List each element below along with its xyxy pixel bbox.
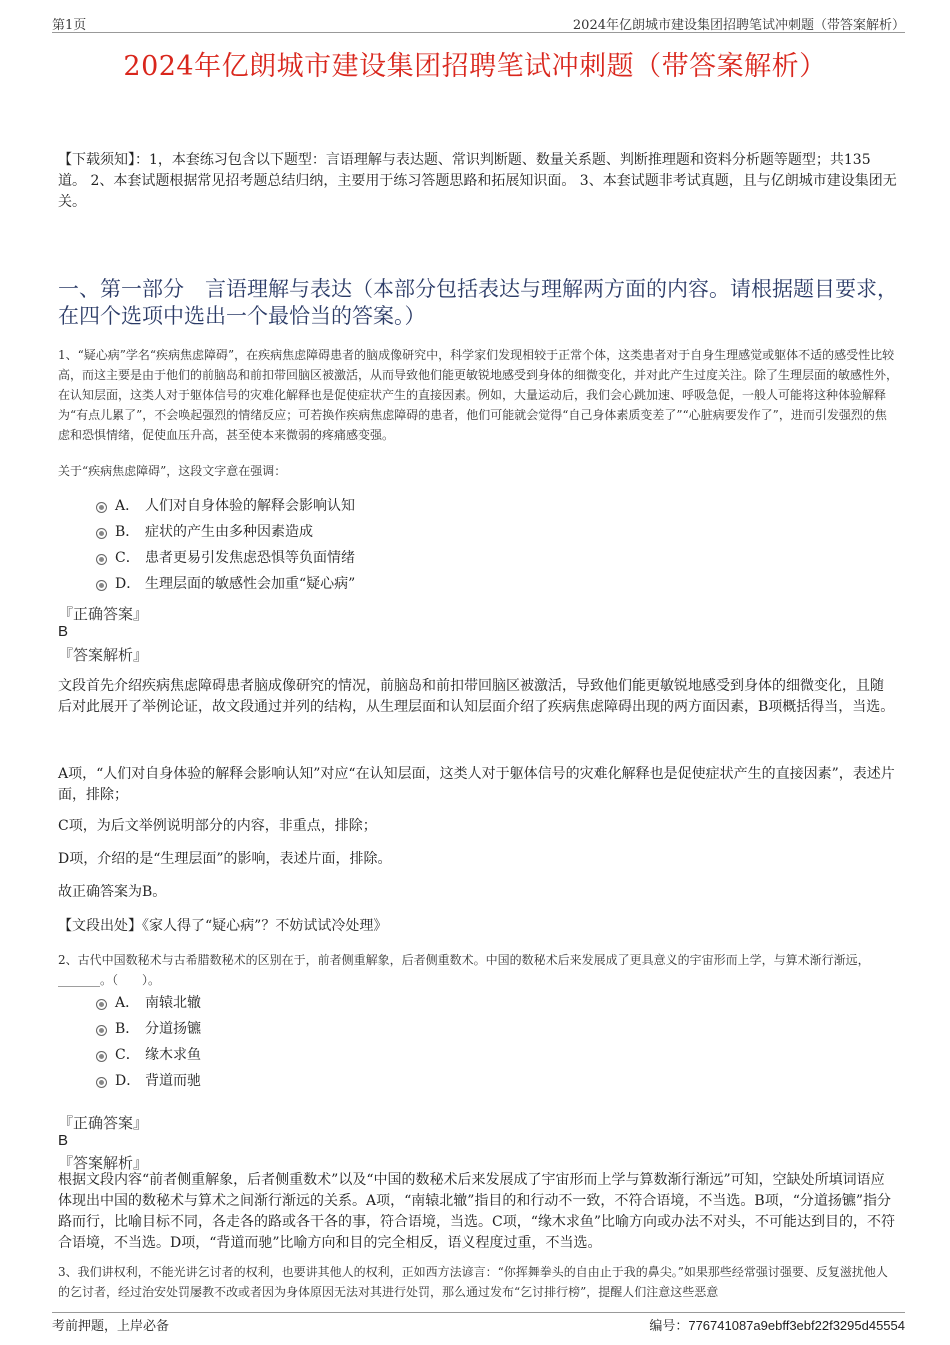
question-1-prompt: 关于“疾病焦虑障碍”，这段文字意在强调： [58,464,287,478]
page-header [52,10,905,33]
page-title: 2024年亿朗城市建设集团招聘笔试冲刺题（带答案解析） [123,51,827,82]
radio-icon[interactable] [96,1077,107,1088]
answer-value: B [58,1132,69,1149]
question-2-stem: 2、古代中国数秘术与古希腊数秘术的区别在于，前者侧重解象，后者侧重数术。中国的数秘术后来发展成了更具意义的宇宙形而上学，与算术渐行渐远，_______。（ ）。 [58,953,870,987]
answer-label: 『正确答案』 [58,1114,149,1132]
analysis-label: 『答案解析』 [58,1154,149,1172]
radio-icon[interactable] [96,554,107,565]
radio-icon[interactable] [96,1025,107,1036]
page-footer [52,1312,905,1335]
analysis-label: 『答案解析』 [58,646,149,664]
question-1-stem: 1、“疑心病”学名“疾病焦虑障碍”，在疾病焦虑障碍患者的脑成像研究中，科学家们发现相较于正常个体，这类患者对于自身生理感觉或躯体不适的感受性比较高，而这主要是由于他们的前脑岛和前扣带回脑区被激活，从而导致他们能更敏锐地感受到身体的细微变化，并对此产生过度关注。除了生理层面的敏感性外，在认知层面，这类人对于躯体信号的灾难化解释也是促使症状产生的直接因素。例如，大量运动后，我们会心跳加速、呼吸急促，一般人可能将这种体验解释为“有点儿累了”，不会唤起强烈的情绪反应；可若换作疾病焦虑障碍的患者，他们可能就会觉得“自己身体素质变差了”“心脏病要发作了”，进而引发强烈的焦虑和恐惧情绪，促使血压升高，甚至使本来微弱的疼痛感变强。 [58,348,899,442]
footer-slogan: 考前押题，上岸必备 [52,1319,170,1334]
radio-icon[interactable] [96,999,107,1010]
footer-code: 编号：776741087a9ebff3ebf22f3295d45554 [649,1318,905,1333]
analysis-paragraph: 文段首先介绍疾病焦虑障碍患者脑成像研究的情况，前脑岛和前扣带回脑区被激活，导致他们能更敏锐地感受到身体的细微变化，且随后对此展开了举例论证，故文段通过并列的结构，从生理层面和认知层面介绍了疾病焦虑障碍出现的两方面因素，B项概括得当，当选。 [58,678,895,715]
answer-value: B [58,623,69,640]
radio-icon[interactable] [96,502,107,513]
radio-icon[interactable] [96,580,107,591]
header-doc-title: 2024年亿朗城市建设集团招聘笔试冲刺题（带答案解析） [572,18,905,33]
section-heading: 一、第一部分 言语理解与表达（本部分包括表达与理解两方面的内容。请根据题目要求，在四个选项中选出一个最恰当的答案。） [58,277,898,328]
analysis-paragraph: A项，“人们对自身体验的解释会影响认知”对应“在认知层面，这类人对于躯体信号的灾难化解释也是促使症状产生的直接因素”，表述片面，排除； [58,766,895,803]
analysis-paragraph: C项，为后文举例说明部分的内容，非重点，排除； [58,818,377,834]
analysis-paragraph: D项，介绍的是“生理层面”的影响，表述片面，排除。 [58,851,392,867]
radio-icon[interactable] [96,1051,107,1062]
question-3-stem: 3、我们讲权利，不能光讲乞讨者的权利，也要讲其他人的权利，正如西方法谚言：“你挥舞拳头的自由止于我的鼻尖。”如果那些经常强讨强要、反复滋扰他人的乞讨者，经过治安处罚屡教不改或者因为身体原因无法对其进行处罚，那么通过发布“乞讨排行榜”，提醒人们注意这些恶意 [58,1265,888,1299]
download-notice: 【下载须知】：1，本套练习包含以下题型：言语理解与表达题、常识判断题、数量关系题、判断推理题和资料分析题等题型；共135道。 2、本套试题根据常见招考题总结归纳，主要用于练习答题思路和拓展知识面。 3、本套试题非考试真题，且与亿朗城市建设集团无关。 [58,152,897,210]
analysis-conclusion: 故正确答案为B。 [58,884,167,900]
radio-icon[interactable] [96,528,107,539]
source-citation: 【文段出处】《家人得了“疑心病”？不妨试试冷处理》 [58,918,388,934]
analysis-paragraph: 根据文段内容“前者侧重解象，后者侧重数术”以及“中国的数秘术后来发展成了宇宙形而上学与算数渐行渐远”可知，空缺处所填词语应体现出中国的数秘术与算术之间渐行渐远的关系。A项，“南辕北辙”指目的和行动不一致，不符合语境，不当选。B项，“分道扬镳”指分路而行，比喻目标不同，各走各的路或各干各的事，符合语境，当选。C项，“缘木求鱼”比喻方向或办法不对头，不可能达到目的，不符合语境，不当选。D项，“背道而驰”比喻方向和目的完全相反，语义程度过重，不当选。 [58,1172,896,1251]
page-number: 第1页 [52,18,87,33]
answer-label: 『正确答案』 [58,605,149,623]
